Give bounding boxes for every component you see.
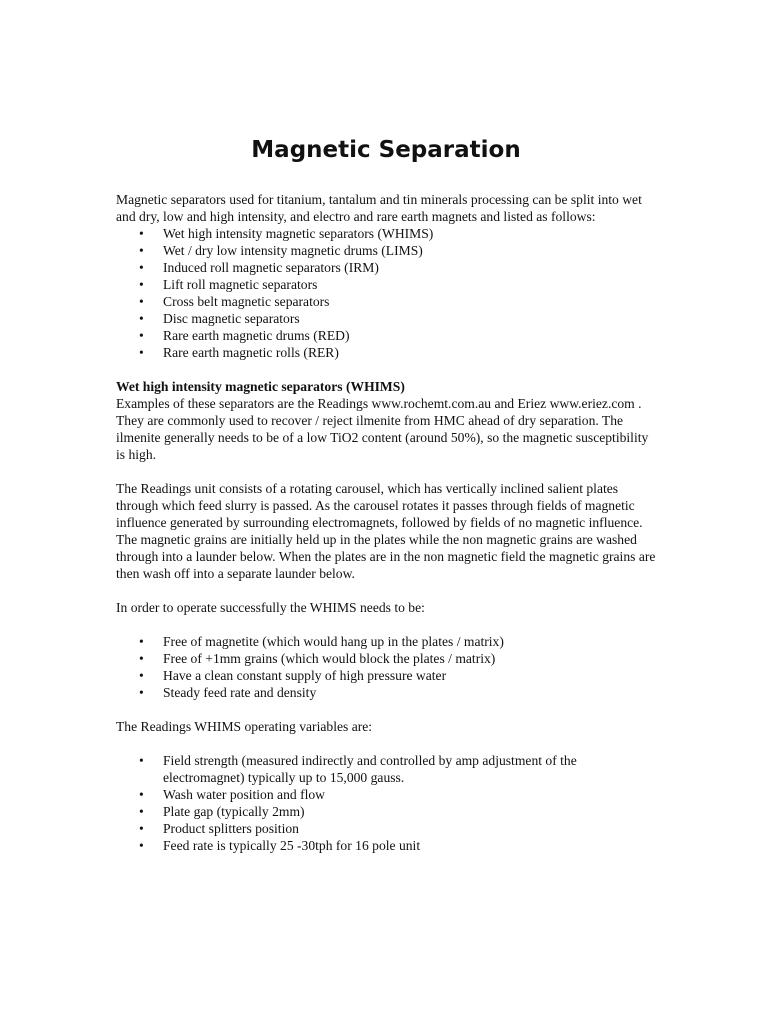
list-item: • Wet / dry low intensity magnetic drums (LIMS) xyxy=(116,242,656,259)
section-heading-whims: Wet high intensity magnetic separators (WHIMS) xyxy=(116,379,405,394)
list-item: • Rare earth magnetic rolls (RER) xyxy=(116,344,656,361)
list-item: • Lift roll magnetic separators xyxy=(116,276,656,293)
list-item: • Rare earth magnetic drums (RED) xyxy=(116,327,656,344)
operating-variables-list xyxy=(116,752,656,854)
operate-intro-paragraph: In order to operate successfully the WHIMS needs to be: xyxy=(116,600,425,615)
list-item: • Induced roll magnetic separators (IRM) xyxy=(116,259,656,276)
operate-requirements-list xyxy=(116,633,656,701)
intro-paragraph: Magnetic separators used for titanium, tantalum and tin minerals processing can be split into wet and dry, low and high intensity, and electro and rare earth magnets and listed as follows: xyxy=(116,192,642,224)
list-item: • Field strength (measured indirectly and controlled by amp adjustment of the electromagnet) typically up to 15,000 gauss. xyxy=(116,752,656,786)
list-item: • Plate gap (typically 2mm) xyxy=(116,803,656,820)
document-page xyxy=(116,134,656,854)
list-item: • Cross belt magnetic separators xyxy=(116,293,656,310)
separator-types-list xyxy=(116,225,656,361)
list-item: • Free of magnetite (which would hang up in the plates / matrix) xyxy=(116,633,656,650)
spacer xyxy=(116,616,656,633)
spacer xyxy=(116,735,656,752)
list-item: • Wet high intensity magnetic separators (WHIMS) xyxy=(116,225,656,242)
spacer xyxy=(116,582,656,599)
list-item: • Have a clean constant supply of high pressure water xyxy=(116,667,656,684)
list-item: • Free of +1mm grains (which would block the plates / matrix) xyxy=(116,650,656,667)
spacer xyxy=(116,361,656,378)
spacer xyxy=(116,701,656,718)
readings-unit-paragraph: The Readings unit consists of a rotating carousel, which has vertically inclined salient plates through which feed slurry is passed. As the carousel rotates it passes through fields of magnetic influence generated by surrounding electromagnets, followed by fields of no magnetic influence. The magnetic grains are initially held up in the plates while the non magnetic grains are washed through into a launder below. When the plates are in the non magnetic field the magnetic grains are then wash off into a separate launder below. xyxy=(116,481,656,581)
page-title: Magnetic Separation xyxy=(251,137,521,163)
variables-intro-paragraph: The Readings WHIMS operating variables are: xyxy=(116,719,373,734)
list-item: • Disc magnetic separators xyxy=(116,310,656,327)
list-item: • Feed rate is typically 25 -30tph for 16 pole unit xyxy=(116,837,656,854)
list-item: • Steady feed rate and density xyxy=(116,684,656,701)
list-item: • Wash water position and flow xyxy=(116,786,656,803)
list-item: • Product splitters position xyxy=(116,820,656,837)
whims-examples-paragraph: Examples of these separators are the Readings www.rochemt.com.au and Eriez www.eriez.com . They are commonly used to recover / reject ilmenite from HMC ahead of dry separation. The ilmenite generally needs to be of a low TiO2 content (around 50%), so the magnetic susceptibility is high. xyxy=(116,396,649,462)
spacer xyxy=(116,463,656,480)
